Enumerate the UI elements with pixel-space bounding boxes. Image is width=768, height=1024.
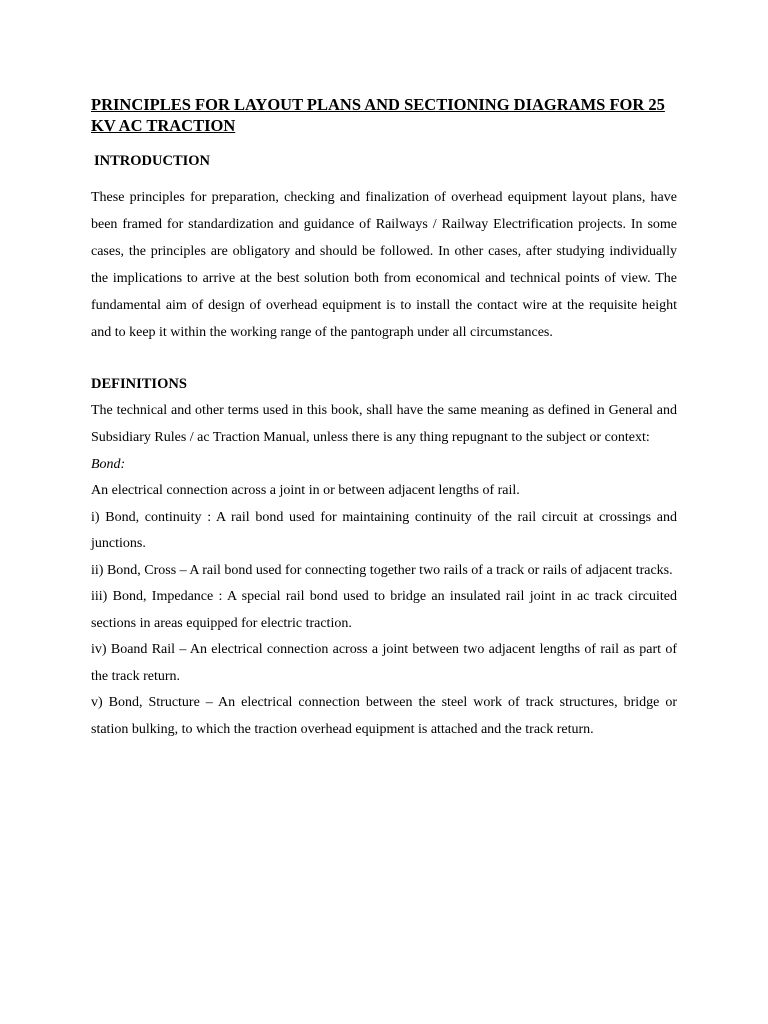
definition-item: ii) Bond, Cross – A rail bond used for connecting together two rails of a track or rails of adjacent tracks. <box>91 562 673 578</box>
introduction-heading: INTRODUCTION <box>94 153 211 169</box>
term-definition: An electrical connection across a joint in or between adjacent lengths of rail. <box>91 483 520 498</box>
term-bond: Bond: <box>91 457 126 472</box>
definition-item: v) Bond, Structure – An electrical connection between the steel work of track structures, bridge or station bulking, to which the traction overhead equipment is attached and the track return. <box>91 695 677 737</box>
document-page <box>91 94 677 743</box>
definition-item: i) Bond, continuity : A rail bond used for maintaining continuity of the rail circuit at crossings and junctions. <box>91 509 677 551</box>
definition-item: iv) Boand Rail – An electrical connection across a joint between two adjacent lengths of rail as part of the track return. <box>91 642 677 684</box>
definition-item: iii) Bond, Impedance : A special rail bond used to bridge an insulated rail joint in ac track circuited sections in areas equipped for electric traction. <box>91 589 677 631</box>
definitions-paragraph: The technical and other terms used in this book, shall have the same meaning as defined in General and Subsidiary Rules / ac Traction Manual, unless there is any thing repugnant to the subject or context: <box>91 403 677 445</box>
introduction-paragraph: These principles for preparation, checking and finalization of overhead equipment layout plans, have been framed for standardization and guidance of Railways / Railway Electrification projects. In some cases, the principles are obligatory and should be followed. In other cases, after studying individually the implications to arrive at the best solution both from economical and technical points of view. The fundamental aim of design of overhead equipment is to install the contact wire at the requisite height and to keep it within the working range of the pantograph under all circumstances. <box>91 190 677 340</box>
document-title: PRINCIPLES FOR LAYOUT PLANS AND SECTIONING DIAGRAMS FOR 25 KV AC TRACTION <box>91 95 665 135</box>
definitions-heading: DEFINITIONS <box>91 376 187 392</box>
